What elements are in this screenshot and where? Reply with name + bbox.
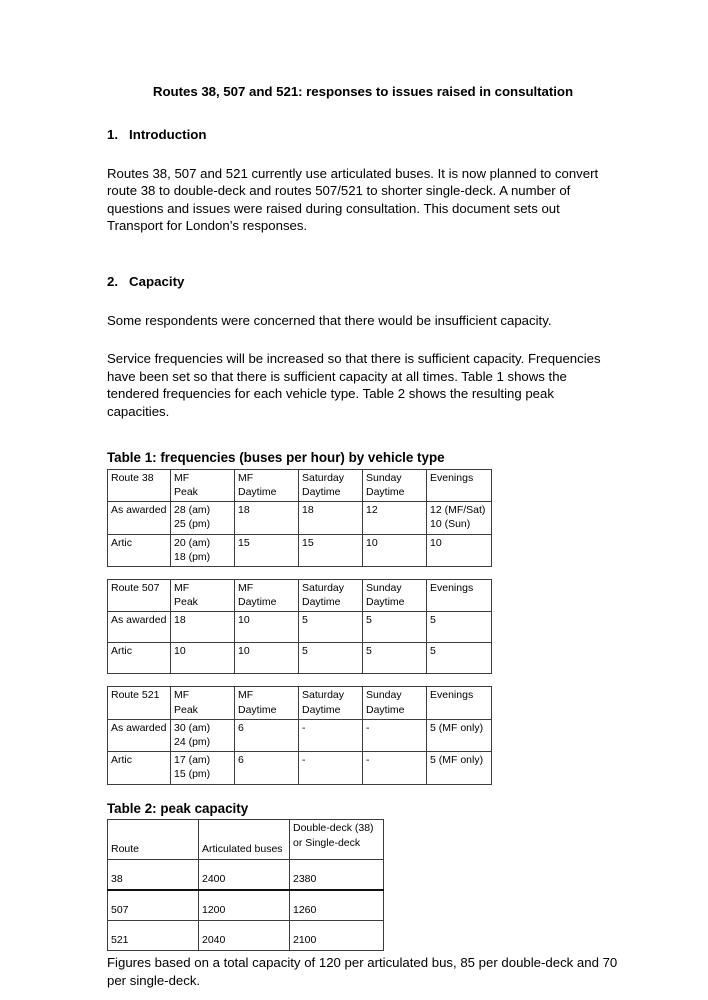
cell-line: 521 xyxy=(111,934,129,947)
cell-line: Sunday xyxy=(366,581,402,594)
table-cell xyxy=(363,643,427,674)
table-cell xyxy=(108,643,171,674)
section-title: Capacity xyxy=(129,273,185,289)
cell-line: 17 (am) xyxy=(174,754,211,767)
table-cell xyxy=(299,534,363,566)
table-cell xyxy=(108,921,199,951)
spacer xyxy=(107,785,619,801)
table-cell xyxy=(299,752,363,784)
table-header-row xyxy=(108,820,384,860)
table-cell xyxy=(299,612,363,643)
table-row xyxy=(108,752,492,784)
cell-line: As awarded xyxy=(111,504,167,517)
table-header-cell xyxy=(427,579,492,611)
cell-line: 2040 xyxy=(202,934,226,947)
table-header-cell xyxy=(290,820,384,860)
cell-line: 6 xyxy=(238,721,244,734)
table-cell xyxy=(299,502,363,534)
paragraph-capacity-frequencies: Service frequencies will be increased so that there is sufficient capacity. Frequencies have been set so that there is sufficient capacity at all times. Table 1 shows the tendered frequencies for each vehicle type. Table 2 shows the resulting peak capacities. xyxy=(107,351,601,419)
cell-line: Sunday xyxy=(366,471,402,484)
table-cell xyxy=(235,643,299,674)
table-header-cell xyxy=(299,469,363,501)
cell-line: 18 xyxy=(238,504,250,517)
cell-line: Artic xyxy=(111,754,132,767)
cell-line: 15 (pm) xyxy=(174,768,211,781)
cell-line: Route 507 xyxy=(111,581,160,594)
table-cell xyxy=(108,502,171,534)
table-cell xyxy=(235,752,299,784)
table-cell xyxy=(427,534,492,566)
table-header-cell xyxy=(171,469,235,501)
spacer xyxy=(107,567,619,579)
table-cell xyxy=(427,502,492,534)
cell-line: 5 xyxy=(430,614,436,627)
table-header-cell xyxy=(235,579,299,611)
cell-line: - xyxy=(302,721,306,734)
table-cell xyxy=(235,612,299,643)
cell-line: 18 xyxy=(174,614,186,627)
table-cell xyxy=(199,860,290,891)
table-cell xyxy=(363,534,427,566)
spacer xyxy=(107,674,619,686)
cell-line: 6 xyxy=(238,754,244,767)
table-row xyxy=(108,502,492,534)
cell-line: 12 (MF/Sat) xyxy=(430,504,486,517)
table-cell xyxy=(171,719,235,751)
table-cell xyxy=(427,643,492,674)
paragraph-capacity-concern: Some respondents were concerned that there would be insufficient capacity. xyxy=(107,312,552,328)
cell-line: 2400 xyxy=(202,873,226,886)
table1-caption: Table 1: frequencies (buses per hour) by vehicle type xyxy=(107,450,445,466)
table-header-cell xyxy=(299,579,363,611)
cell-line: Daytime xyxy=(302,596,341,609)
table-cell xyxy=(108,612,171,643)
cell-line: 28 (am) xyxy=(174,504,211,517)
table-cell xyxy=(299,719,363,751)
table-header-cell xyxy=(171,687,235,719)
table-cell xyxy=(427,752,492,784)
cell-line: MF xyxy=(238,689,254,702)
cell-line: As awarded xyxy=(111,614,167,627)
cell-line: Peak xyxy=(174,703,198,716)
table-header-row xyxy=(108,687,492,719)
table-row xyxy=(108,643,492,674)
table-row xyxy=(108,534,492,566)
cell-line: 5 xyxy=(302,645,308,658)
cell-line: 15 xyxy=(302,536,314,549)
cell-line: 1200 xyxy=(202,904,226,917)
cell-line: 5 xyxy=(302,614,308,627)
cell-line: MF xyxy=(238,471,254,484)
table2-container xyxy=(107,819,619,951)
table-cell xyxy=(235,502,299,534)
table-row xyxy=(108,719,492,751)
table-header-cell xyxy=(363,579,427,611)
cell-line: MF xyxy=(174,581,190,594)
table-cell xyxy=(108,719,171,751)
cell-line: 5 xyxy=(366,614,372,627)
table-cell xyxy=(363,612,427,643)
table-cell xyxy=(171,752,235,784)
cell-line: Route 38 xyxy=(111,471,154,484)
cell-line: 18 xyxy=(302,504,314,517)
frequency-table xyxy=(107,686,492,784)
cell-line: or Single-deck xyxy=(293,836,361,849)
table-cell xyxy=(171,534,235,566)
cell-line: 15 xyxy=(238,536,250,549)
table-header-cell xyxy=(235,687,299,719)
cell-line: - xyxy=(366,754,370,767)
table-cell xyxy=(363,502,427,534)
cell-line: Evenings xyxy=(430,471,474,484)
cell-line: Daytime xyxy=(238,596,277,609)
cell-line: MF xyxy=(174,689,190,702)
cell-line: 1260 xyxy=(293,904,317,917)
cell-line: Sunday xyxy=(366,689,402,702)
cell-line: Route xyxy=(111,843,140,856)
cell-line: 5 (MF only) xyxy=(430,721,484,734)
document-content xyxy=(107,84,619,989)
table-header-cell xyxy=(299,687,363,719)
cell-line: Peak xyxy=(174,485,198,498)
section-heading-introduction xyxy=(107,127,619,143)
frequency-table xyxy=(107,469,492,567)
cell-line: Double-deck (38) xyxy=(293,822,374,835)
table-row xyxy=(108,921,384,951)
capacity-table xyxy=(107,819,384,951)
table-header-cell xyxy=(199,820,290,860)
table-cell xyxy=(299,643,363,674)
cell-line: - xyxy=(302,754,306,767)
closing-note: Figures based on a total capacity of 120 per articulated bus, 85 per double-deck and 70 per single-deck. xyxy=(107,955,618,988)
frequency-table xyxy=(107,579,492,674)
cell-line: Artic xyxy=(111,645,132,658)
table2-caption: Table 2: peak capacity xyxy=(107,800,249,816)
cell-line: 5 xyxy=(366,645,372,658)
table-cell xyxy=(171,502,235,534)
cell-line: 10 xyxy=(238,645,250,658)
cell-line: 10 xyxy=(174,645,186,658)
section-number: 1. xyxy=(107,126,119,142)
spacer xyxy=(107,441,619,450)
cell-line: Daytime xyxy=(366,596,405,609)
cell-line: 2100 xyxy=(293,934,317,947)
table-cell xyxy=(108,752,171,784)
table-cell xyxy=(290,860,384,891)
table-header-cell xyxy=(108,579,171,611)
table-header-cell xyxy=(363,687,427,719)
cell-line: Saturday xyxy=(302,471,345,484)
cell-line: As awarded xyxy=(111,721,167,734)
cell-line: Articulated buses xyxy=(202,843,283,856)
table-cell xyxy=(108,860,199,891)
cell-line: Daytime xyxy=(238,485,277,498)
section-title: Introduction xyxy=(129,126,207,142)
cell-line: Route 521 xyxy=(111,689,160,702)
table-header-row xyxy=(108,469,492,501)
cell-line: Saturday xyxy=(302,689,345,702)
table-cell xyxy=(108,534,171,566)
table-header-cell xyxy=(363,469,427,501)
cell-line: Saturday xyxy=(302,581,345,594)
table-cell xyxy=(235,534,299,566)
cell-line: MF xyxy=(174,471,190,484)
table-cell xyxy=(290,921,384,951)
table-row xyxy=(108,860,384,891)
cell-line: Evenings xyxy=(430,689,474,702)
cell-line: 18 (pm) xyxy=(174,550,211,563)
table-cell xyxy=(171,612,235,643)
table-header-cell xyxy=(108,469,171,501)
table-cell xyxy=(199,890,290,921)
cell-line: Evenings xyxy=(430,581,474,594)
table-row xyxy=(108,612,492,643)
cell-line: Daytime xyxy=(366,703,405,716)
cell-line: 10 (Sun) xyxy=(430,518,471,531)
cell-line: Daytime xyxy=(366,485,405,498)
section-number: 2. xyxy=(107,273,119,289)
cell-line: - xyxy=(366,721,370,734)
cell-line: 12 xyxy=(366,504,378,517)
cell-line: 20 (am) xyxy=(174,536,211,549)
table-cell xyxy=(290,890,384,921)
table-header-row xyxy=(108,579,492,611)
cell-line: 10 xyxy=(238,614,250,627)
cell-line: Daytime xyxy=(238,703,277,716)
table-cell xyxy=(363,752,427,784)
table-header-cell xyxy=(108,820,199,860)
cell-line: Daytime xyxy=(302,703,341,716)
cell-line: 10 xyxy=(430,536,442,549)
paragraph-introduction: Routes 38, 507 and 521 currently use articulated buses. It is now planned to convert route 38 to double-deck and routes 507/521 to shorter single-deck. A number of questions and issues were raised during consultation. This document sets out Transport for London’s responses. xyxy=(107,165,599,234)
table-row xyxy=(108,890,384,921)
table-header-cell xyxy=(427,469,492,501)
table-cell xyxy=(199,921,290,951)
cell-line: Artic xyxy=(111,536,132,549)
table-cell xyxy=(427,719,492,751)
cell-line: 5 (MF only) xyxy=(430,754,484,767)
table-header-cell xyxy=(108,687,171,719)
page-title: Routes 38, 507 and 521: responses to issues raised in consultation xyxy=(152,84,574,99)
table-cell xyxy=(235,719,299,751)
cell-line: 507 xyxy=(111,904,129,917)
table-header-cell xyxy=(427,687,492,719)
cell-line: 5 xyxy=(430,645,436,658)
table-cell xyxy=(108,890,199,921)
cell-line: 2380 xyxy=(293,873,317,886)
table-header-cell xyxy=(171,579,235,611)
cell-line: 24 (pm) xyxy=(174,736,211,748)
cell-line: Daytime xyxy=(302,485,341,498)
cell-line: 10 xyxy=(366,536,378,549)
cell-line: 38 xyxy=(111,873,123,886)
table1-container xyxy=(107,469,619,785)
cell-line: Peak xyxy=(174,596,198,609)
spacer xyxy=(107,256,619,274)
cell-line: 30 (am) xyxy=(174,721,211,734)
section-heading-capacity xyxy=(107,274,619,290)
cell-line: MF xyxy=(238,581,254,594)
table-cell xyxy=(363,719,427,751)
table-cell xyxy=(171,643,235,674)
cell-line: 25 (pm) xyxy=(174,518,211,531)
table-header-cell xyxy=(235,469,299,501)
table-cell xyxy=(427,612,492,643)
